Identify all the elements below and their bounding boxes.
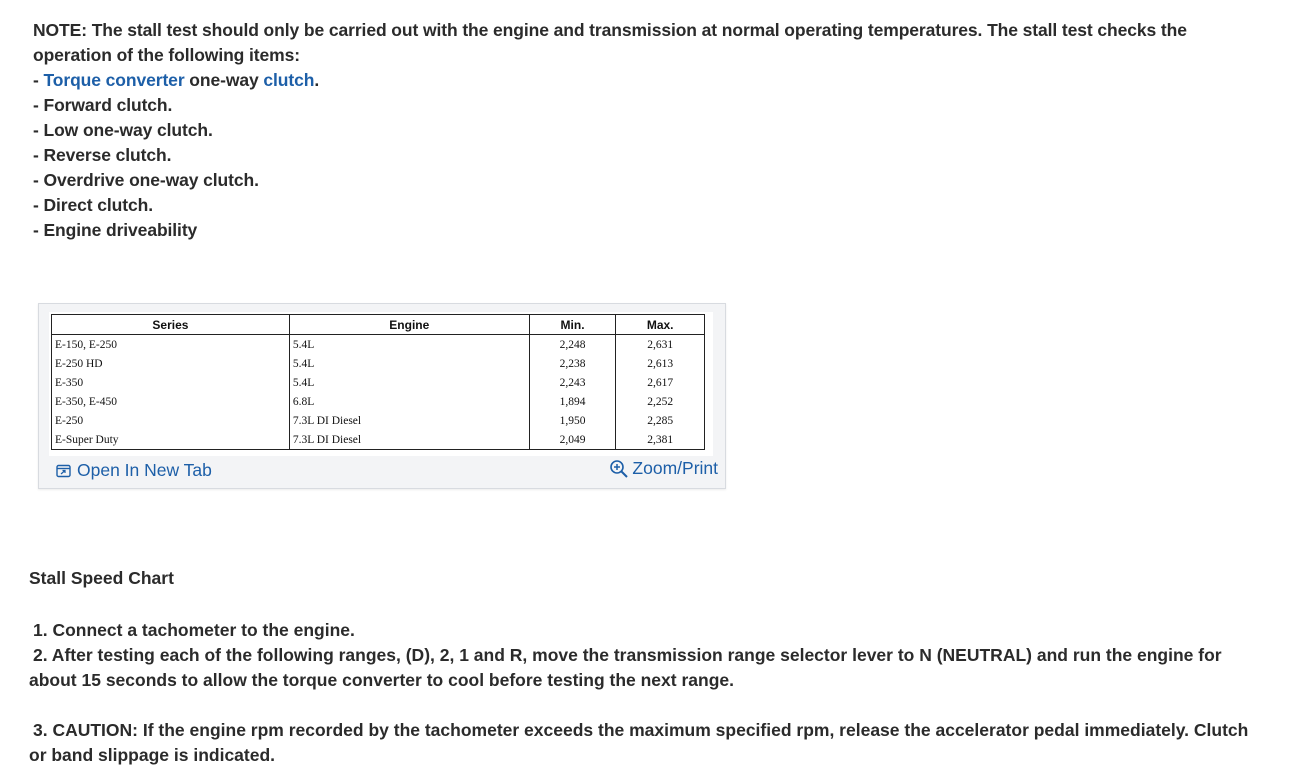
cell-engine: 7.3L DI Diesel (289, 430, 529, 450)
list-dash: - (33, 70, 44, 90)
cell-min: 2,243 (529, 373, 616, 392)
table-header-row (52, 315, 705, 335)
zoom-print-link[interactable] (609, 458, 718, 479)
stall-speed-table-image (49, 312, 713, 456)
cell-series: E-Super Duty (52, 430, 290, 450)
cell-series: E-150, E-250 (52, 335, 290, 355)
cell-engine: 6.8L (289, 392, 529, 411)
open-new-tab-icon (56, 464, 71, 478)
list-item: - Engine driveability (33, 220, 198, 240)
cell-max: 2,381 (616, 430, 705, 450)
cell-max: 2,617 (616, 373, 705, 392)
header-min: Min. (529, 315, 616, 335)
cell-engine: 5.4L (289, 354, 529, 373)
list-text: one-way (184, 70, 264, 90)
procedure-steps (29, 618, 1259, 768)
cell-series: E-350, E-450 (52, 392, 290, 411)
table-row (52, 354, 705, 373)
open-in-new-tab-label: Open In New Tab (77, 460, 212, 480)
cell-min: 1,950 (529, 411, 616, 430)
stall-speed-table (51, 314, 705, 450)
table-row (52, 335, 705, 355)
cell-engine: 5.4L (289, 335, 529, 355)
cell-min: 1,894 (529, 392, 616, 411)
step-1: 1. Connect a tachometer to the engine. (33, 620, 355, 640)
table-row (52, 430, 705, 450)
cell-series: E-350 (52, 373, 290, 392)
cell-min: 2,238 (529, 354, 616, 373)
cell-min: 2,248 (529, 335, 616, 355)
list-item: - Reverse clutch. (33, 145, 172, 165)
header-engine: Engine (289, 315, 529, 335)
cell-engine: 7.3L DI Diesel (289, 411, 529, 430)
header-series: Series (52, 315, 290, 335)
stall-speed-figure (38, 303, 726, 489)
zoom-in-icon (609, 459, 629, 479)
spacer (29, 693, 1259, 718)
cell-max: 2,285 (616, 411, 705, 430)
list-item: - Direct clutch. (33, 195, 153, 215)
cell-max: 2,631 (616, 335, 705, 355)
cell-max: 2,613 (616, 354, 705, 373)
list-item: - Forward clutch. (33, 95, 173, 115)
open-in-new-tab-link[interactable] (56, 460, 212, 481)
step-2: 2. After testing each of the following ranges, (D), 2, 1 and R, move the transmission range selector lever to N (NEUTRAL) and run the engine for about 15 seconds to allow the torque converter to cool before testing the next range. (29, 645, 1222, 690)
cell-min: 2,049 (529, 430, 616, 450)
step-3: 3. CAUTION: If the engine rpm recorded by the tachometer exceeds the maximum specified rpm, release the accelerator pedal immediately. Clutch or band slippage is indicated. (29, 720, 1249, 765)
checked-items-list (29, 68, 1259, 243)
zoom-print-label: Zoom/Print (632, 458, 718, 478)
figure-actions (56, 456, 718, 482)
torque-converter-link[interactable]: Torque converter (43, 70, 185, 90)
figure-caption: Stall Speed Chart (29, 568, 174, 588)
table-row (52, 392, 705, 411)
stall-test-note (29, 18, 1259, 243)
list-item (33, 68, 1259, 93)
header-max: Max. (616, 315, 705, 335)
list-item: - Overdrive one-way clutch. (33, 170, 259, 190)
table-row (52, 373, 705, 392)
cell-series: E-250 HD (52, 354, 290, 373)
cell-max: 2,252 (616, 392, 705, 411)
note-intro: NOTE: The stall test should only be carried out with the engine and transmission at normal operating temperatures. The stall test checks the operation of the following items: (33, 20, 1187, 65)
list-item: - Low one-way clutch. (33, 120, 213, 140)
clutch-link[interactable]: clutch (263, 70, 315, 90)
cell-engine: 5.4L (289, 373, 529, 392)
cell-series: E-250 (52, 411, 290, 430)
table-row (52, 411, 705, 430)
list-text-end: . (314, 70, 320, 90)
